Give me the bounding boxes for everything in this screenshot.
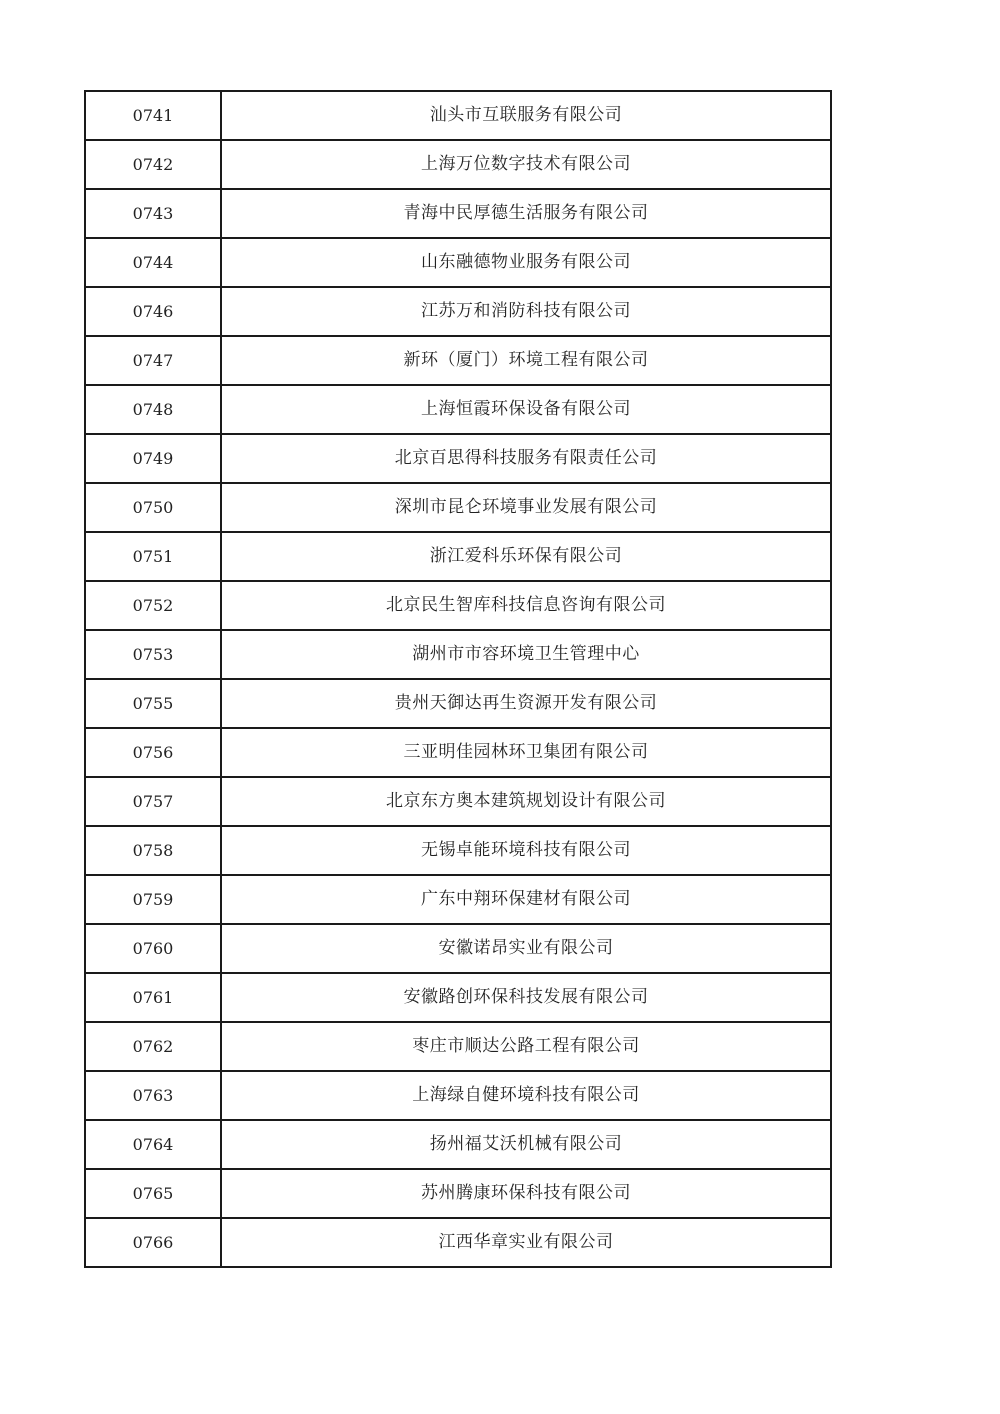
row-code: 0753	[85, 630, 221, 679]
row-code: 0766	[85, 1218, 221, 1267]
table-row	[85, 924, 831, 973]
table-row	[85, 728, 831, 777]
row-code: 0765	[85, 1169, 221, 1218]
row-company-name: 深圳市昆仑环境事业发展有限公司	[221, 483, 831, 532]
table-row	[85, 238, 831, 287]
table-row	[85, 875, 831, 924]
row-company-name: 安徽路创环保科技发展有限公司	[221, 973, 831, 1022]
table-row	[85, 826, 831, 875]
row-company-name: 苏州腾康环保科技有限公司	[221, 1169, 831, 1218]
row-code: 0760	[85, 924, 221, 973]
row-code: 0764	[85, 1120, 221, 1169]
table-row	[85, 679, 831, 728]
row-code: 0746	[85, 287, 221, 336]
row-company-name: 扬州福艾沃机械有限公司	[221, 1120, 831, 1169]
row-code: 0757	[85, 777, 221, 826]
table-row	[85, 1071, 831, 1120]
row-company-name: 上海恒霞环保设备有限公司	[221, 385, 831, 434]
table-row	[85, 287, 831, 336]
row-company-name: 枣庄市顺达公路工程有限公司	[221, 1022, 831, 1071]
row-company-name: 上海万位数字技术有限公司	[221, 140, 831, 189]
row-company-name: 上海绿自健环境科技有限公司	[221, 1071, 831, 1120]
row-code: 0756	[85, 728, 221, 777]
row-company-name: 汕头市互联服务有限公司	[221, 91, 831, 140]
table-row	[85, 336, 831, 385]
row-company-name: 新环（厦门）环境工程有限公司	[221, 336, 831, 385]
row-code: 0759	[85, 875, 221, 924]
row-company-name: 青海中民厚德生活服务有限公司	[221, 189, 831, 238]
row-company-name: 北京百思得科技服务有限责任公司	[221, 434, 831, 483]
table-row	[85, 532, 831, 581]
row-company-name: 山东融德物业服务有限公司	[221, 238, 831, 287]
row-company-name: 江苏万和消防科技有限公司	[221, 287, 831, 336]
table-row	[85, 1169, 831, 1218]
row-code: 0741	[85, 91, 221, 140]
table-row	[85, 385, 831, 434]
table-row	[85, 581, 831, 630]
row-company-name: 江西华章实业有限公司	[221, 1218, 831, 1267]
table-row	[85, 777, 831, 826]
table-row	[85, 91, 831, 140]
table-row	[85, 483, 831, 532]
row-code: 0755	[85, 679, 221, 728]
table-row	[85, 630, 831, 679]
table-row	[85, 973, 831, 1022]
table-row	[85, 140, 831, 189]
row-company-name: 贵州天御达再生资源开发有限公司	[221, 679, 831, 728]
table-row	[85, 189, 831, 238]
row-company-name: 无锡卓能环境科技有限公司	[221, 826, 831, 875]
company-registry-table	[84, 90, 832, 1268]
row-code: 0752	[85, 581, 221, 630]
row-code: 0743	[85, 189, 221, 238]
table-row	[85, 1218, 831, 1267]
row-code: 0742	[85, 140, 221, 189]
row-code: 0763	[85, 1071, 221, 1120]
row-code: 0762	[85, 1022, 221, 1071]
row-code: 0744	[85, 238, 221, 287]
row-company-name: 广东中翔环保建材有限公司	[221, 875, 831, 924]
row-code: 0758	[85, 826, 221, 875]
row-company-name: 三亚明佳园林环卫集团有限公司	[221, 728, 831, 777]
row-code: 0761	[85, 973, 221, 1022]
table-row	[85, 434, 831, 483]
row-code: 0750	[85, 483, 221, 532]
table-row	[85, 1120, 831, 1169]
row-code: 0748	[85, 385, 221, 434]
row-company-name: 北京东方奥本建筑规划设计有限公司	[221, 777, 831, 826]
row-company-name: 安徽诺昂实业有限公司	[221, 924, 831, 973]
row-code: 0749	[85, 434, 221, 483]
row-company-name: 北京民生智库科技信息咨询有限公司	[221, 581, 831, 630]
row-code: 0747	[85, 336, 221, 385]
row-company-name: 浙江爱科乐环保有限公司	[221, 532, 831, 581]
table-row	[85, 1022, 831, 1071]
row-company-name: 湖州市市容环境卫生管理中心	[221, 630, 831, 679]
row-code: 0751	[85, 532, 221, 581]
table-body	[85, 91, 831, 1267]
